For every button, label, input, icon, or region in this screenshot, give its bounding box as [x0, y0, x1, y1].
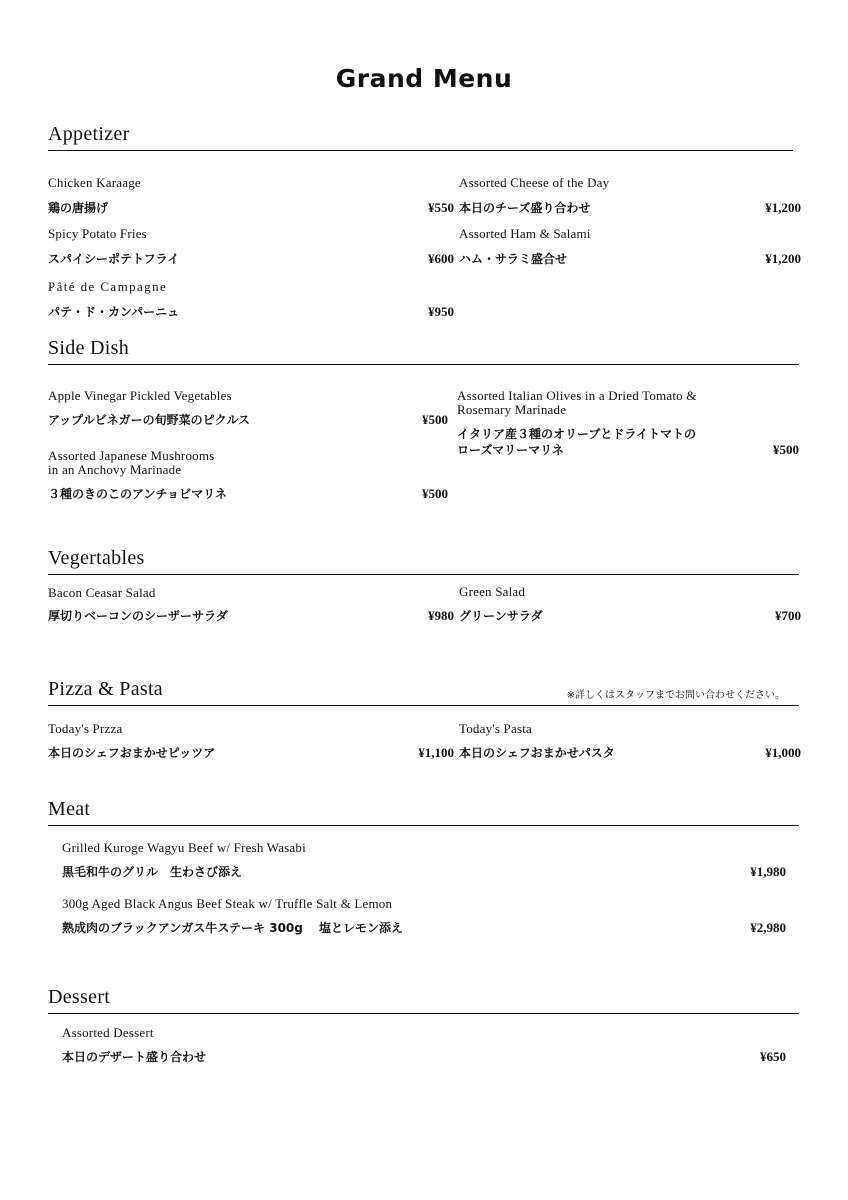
section-header: [48, 985, 799, 1014]
item-price: ¥1,980: [750, 864, 786, 879]
menu-title: Grand Menu: [335, 64, 513, 93]
section-vegetables: [48, 546, 799, 575]
item-price: ¥980: [428, 608, 454, 623]
item-price: ¥1,200: [765, 251, 801, 266]
section-meat: [48, 797, 799, 826]
item-name-en-line2: in an Anchovy Marinade: [48, 462, 182, 477]
item-name-ja: グリーンサラダ: [459, 609, 543, 623]
item-name-ja: 熟成肉のブラックアンガス牛ステーキ 300g 塩とレモン添え: [62, 921, 404, 935]
item-name-ja: 本日のシェフおまかせパスタ: [459, 746, 615, 760]
menu-item-black-angus-steak: [62, 896, 786, 935]
item-name-en: Chicken Karaage: [48, 175, 141, 190]
menu-item-ham-salami: [459, 226, 801, 266]
menu-item-spicy-potato-fries: [48, 226, 454, 266]
item-price: ¥500: [422, 486, 448, 501]
item-name-en: Grilled Kuroge Wagyu Beef w/ Fresh Wasabi: [62, 840, 306, 855]
section-pizza-pasta: [48, 677, 799, 706]
item-price: ¥2,980: [750, 920, 786, 935]
item-name-ja: 黒毛和牛のグリル 生わさび添え: [62, 865, 243, 879]
item-price: ¥700: [775, 608, 801, 623]
item-price: ¥1,000: [765, 745, 801, 760]
item-name-ja: 本日のシェフおまかせピッツア: [48, 746, 216, 760]
item-name-en: Assorted Ham & Salami: [459, 226, 591, 241]
item-name-ja: 鶏の唐揚げ: [48, 201, 109, 215]
section-appetizer: [48, 122, 799, 151]
menu-item-assorted-dessert: [62, 1025, 786, 1064]
item-price: ¥500: [773, 442, 799, 457]
section-title: Side Dish: [48, 337, 130, 359]
menu-item-italian-olives: [457, 388, 799, 457]
section-header: [48, 336, 799, 365]
item-name-ja: パテ・ド・カンパーニュ: [48, 305, 180, 319]
item-name-ja: ハム・サラミ盛合せ: [459, 252, 568, 266]
item-name-en-line2: Rosemary Marinade: [457, 402, 567, 417]
item-name-en: Green Salad: [459, 584, 526, 599]
item-name-en-line1: Assorted Japanese Mushrooms: [48, 448, 215, 463]
menu-item-todays-pizza: [48, 721, 454, 760]
menu-item-caesar-salad: [48, 585, 454, 623]
menu-item-green-salad: [459, 584, 801, 623]
menu-item-todays-pasta: [459, 721, 801, 760]
section-title: Meat: [48, 798, 91, 820]
item-name-en: Assorted Dessert: [62, 1025, 154, 1040]
section-note: ※詳しくはスタッフまでお問い合わせください。: [566, 690, 785, 701]
menu-item-pickled-vegetables: [48, 388, 448, 427]
section-title: Vegertables: [48, 547, 145, 569]
menu-item-japanese-mushrooms: [48, 448, 448, 501]
section-dessert: [48, 985, 799, 1014]
section-side-dish: [48, 336, 799, 365]
menu-item-pate-de-campagne: [48, 279, 454, 319]
item-price: ¥650: [760, 1049, 786, 1064]
menu-item-kuroge-wagyu: [62, 840, 786, 879]
menu-item-assorted-cheese: [459, 175, 801, 215]
item-price: ¥950: [428, 304, 454, 319]
item-name-ja-line1: イタリア産３種のオリーブとドライトマトの: [457, 427, 697, 441]
item-name-ja: 厚切りベーコンのシーザーサラダ: [48, 609, 228, 623]
item-name-en-line1: Assorted Italian Olives in a Dried Tomato &: [457, 388, 697, 403]
section-title: Dessert: [48, 986, 111, 1008]
item-name-en: Pâté de Campagne: [48, 279, 168, 294]
section-title: Pizza & Pasta: [48, 678, 163, 700]
section-title: Appetizer: [48, 123, 130, 145]
item-name-en: Today's Przza: [48, 721, 123, 736]
item-name-ja: ３種のきのこのアンチョビマリネ: [48, 487, 227, 501]
section-header: [48, 797, 799, 826]
item-name-ja: 本日のデザート盛り合わせ: [62, 1050, 207, 1064]
item-name-en: Apple Vinegar Pickled Vegetables: [48, 388, 232, 403]
section-header: [48, 546, 799, 575]
section-header: [48, 122, 793, 151]
menu-item-chicken-karaage: [48, 175, 454, 215]
item-price: ¥1,100: [418, 745, 454, 760]
item-name-en: Today's Pasta: [459, 721, 532, 736]
item-name-en: Bacon Ceasar Salad: [48, 585, 156, 600]
item-name-en: Assorted Cheese of the Day: [459, 175, 610, 190]
section-header: [48, 677, 799, 706]
item-price: ¥550: [428, 200, 454, 215]
item-name-ja-line2: ローズマリーマリネ: [457, 443, 564, 457]
item-price: ¥600: [428, 251, 454, 266]
item-name-en: 300g Aged Black Angus Beef Steak w/ Truffle Salt & Lemon: [62, 896, 393, 911]
item-name-en: Spicy Potato Fries: [48, 226, 147, 241]
item-price: ¥500: [422, 412, 448, 427]
item-name-ja: アップルビネガーの旬野菜のピクルス: [48, 413, 250, 427]
item-name-ja: スパイシーポテトフライ: [48, 252, 180, 266]
item-name-ja: 本日のチーズ盛り合わせ: [459, 201, 591, 215]
item-price: ¥1,200: [765, 200, 801, 215]
